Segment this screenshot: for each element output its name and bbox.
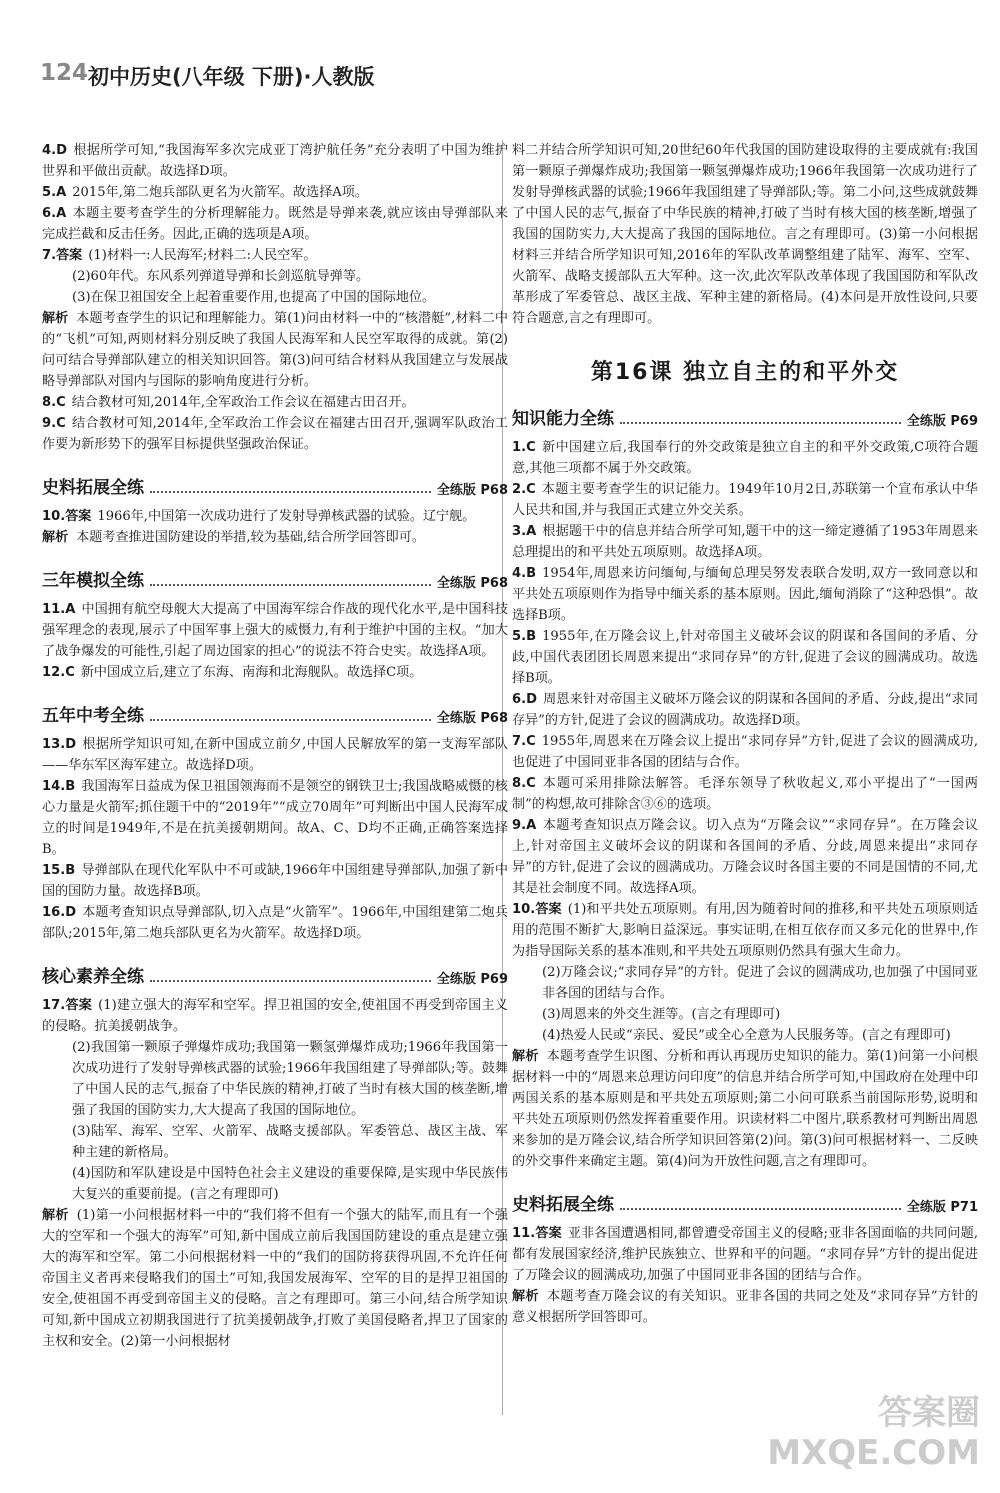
answer-item (512, 899, 978, 962)
section-title: 知识能力全练 (512, 409, 614, 429)
answer-number: 3.A (512, 524, 537, 539)
section-title: 五年中考全练 (42, 706, 144, 726)
answer-number: 17.答案 (42, 998, 93, 1013)
right-column (512, 140, 978, 1328)
answer-number: 11.答案 (512, 1226, 562, 1241)
analysis-paragraph (42, 1205, 508, 1352)
answer-text: (1)和平共处五项原则。有用,因为随着时间的推移,和平共处五项原则适用的范围不断扩大,影响日益深远。事实证明,在相互依存而又多元化的世界中,作为指导国际关系的基本准则,和平共处五项原则仍然具有强大生命力。 (512, 902, 979, 959)
answer-number: 1.C (512, 440, 536, 455)
lesson-title: 第16课 独立自主的和平外交 (590, 360, 900, 385)
answer-text: (4)国防和军队建设是中国特色社会主义建设的重要保障,是实现中华民族伟大复兴的重要前提。(言之有理即可) (72, 1166, 508, 1202)
section-leader-dots (150, 980, 431, 982)
answer-item (512, 815, 978, 899)
section-title: 史料拓展全练 (512, 1195, 614, 1215)
section-leader-dots (150, 584, 431, 586)
answer-text: 本题考查知识点导弹部队,切入点是“火箭军”。1966年,中国组建第二炮兵部队;2015年,第二炮兵部队更名为火箭军。故选择D项。 (42, 905, 508, 941)
answer-number: 8.C (512, 776, 536, 791)
answer-item (42, 506, 508, 527)
answer-text: 本题可采用排除法解答。毛泽东领导了秋收起义,邓小平提出了“一国两制”的构想,故可排除含③⑥的选项。 (512, 776, 978, 812)
answer-text: 根据所学知识可知,在新中国成立前夕,中国人民解放军的第一支海军部队——华东军区海军建立。故选择D项。 (42, 737, 508, 773)
section-heading (42, 701, 508, 726)
answer-text: 中国拥有航空母舰大大提高了中国海军综合作战的现代化水平,是中国科技强军理念的表现,展示了中国军事上强大的威慑力,有利于维护中国的主权。“加大了战争爆发的可能性,引起了周边国家的担心”的说法不符合史实。故选择A项。 (42, 602, 508, 659)
answer-item (512, 1223, 978, 1286)
answer-number: 5.A (42, 185, 67, 200)
answer-item (42, 245, 508, 266)
answer-item (42, 860, 508, 902)
section-page-ref: 全练版 P69 (436, 972, 508, 987)
section-title: 核心素养全练 (42, 967, 144, 987)
answer-item (42, 734, 508, 776)
answer-text: 1955年,周恩来在万隆会议上提出“求同存异”方针,促进了会议的圆满成功,也促进了中国同亚非各国的团结与合作。 (512, 734, 978, 770)
answer-number: 6.A (42, 206, 67, 221)
answer-text: 导弹部队在现代化军队中不可或缺,1966年中国组建导弹部队,加强了新中国的国防力量。故选择B项。 (42, 863, 508, 899)
answer-number: 10.答案 (512, 902, 562, 917)
answer-text: (3)在保卫祖国安全上起着重要作用,也提高了中国的国际地位。 (72, 290, 436, 305)
answer-number: 12.C (42, 665, 75, 680)
answer-subitem (512, 1025, 978, 1046)
answer-item (512, 626, 978, 689)
answer-item (42, 413, 508, 455)
answer-item (42, 392, 508, 413)
answer-subitem (512, 140, 978, 329)
answer-text: 料二并结合所学知识可知,20世纪60年代我国的国防建设取得的主要成就有:我国第一颗原子弹爆炸成功;我国第一颗氢弹爆炸成功;1966年我国第一次成功进行了发射导弹核武器的试验;1966年我国组建了导弹部队;等。第二小问,这些成就鼓舞了中国人民的志气,振奋了中华民族的精神,打破了当时有核大国的核垄断,增强了我国的国防实力,大大提高了我国的国际地位。言之有理即可。(3)第一小问根据材料三并结合所学知识可知,2016年的军队改革调整组建了陆军、海军、空军、火箭军、战略支援部队五大军种。这一次,此次军队改革体现了我国国防和军队改革形成了军委管总、战区主战、军种主建的新格局。(4)本问是开放性设问,只要符合题意,言之有理即可。 (512, 143, 978, 326)
answer-text: 根据题干中的信息并结合所学可知,题干中的这一缔定遵循了1953年周恩来总理提出的和平共处五项原则。故选择A项。 (512, 524, 978, 560)
answer-subitem (42, 266, 508, 287)
section-heading (42, 473, 508, 498)
answer-subitem (42, 1037, 508, 1121)
answer-text: 结合教材可知,2014年,全军政治工作会议在福建古田召开。 (71, 395, 415, 410)
answer-subitem (42, 1163, 508, 1205)
answer-text: 我国海军日益成为保卫祖国领海而不是领空的钢铁卫士;我国战略威慑的核心力量是火箭军;抓住题干中的“2019年”“成立70周年”可判断出中国人民海军成立的时间是1949年,不是在抗美援朝期间。故A、C、D均不正确,正确答案选择B。 (42, 779, 508, 857)
book-title: 初中历史(八年级 下册)·人教版 (88, 65, 375, 89)
answer-number: 14.B (42, 779, 76, 794)
section-page-ref: 全练版 P68 (436, 576, 508, 591)
answer-text: (1)建立强大的海军和空军。捍卫祖国的安全,使祖国不再受到帝国主义的侵略。抗美援朝战争。 (42, 998, 508, 1034)
page-header (40, 60, 980, 100)
answer-number: 9.C (42, 416, 66, 431)
answer-number: 7.答案 (42, 248, 83, 263)
answer-text: (3)陆军、海军、空军、火箭军、战略支援部队。军委管总、战区主战、军种主建的新格局。 (72, 1124, 508, 1160)
answer-subitem (512, 962, 978, 1004)
answer-number: 15.B (42, 863, 76, 878)
answer-subitem (42, 1121, 508, 1163)
answer-text: 本题考查推进国防建设的举措,较为基础,结合所学回答即可。 (76, 530, 425, 545)
answer-number: 5.B (512, 629, 537, 644)
answer-text: 本题考查学生的识记和理解能力。第(1)问由材料一中的“核潜艇”,材料二中的“飞机”可知,两则材料分别反映了我国人民海军和人民空军取得的成就。第(2)问可结合导弹部队建立的相关知识回答。第(3)问可结合材料从我国建立与发展战略导弹部队对国内与国际的影响角度进行分析。 (42, 311, 508, 389)
analysis-paragraph (42, 527, 508, 548)
section-heading (42, 566, 508, 591)
analysis-paragraph (42, 308, 508, 392)
answer-text: (2)万隆会议;“求同存异”的方针。促进了会议的圆满成功,也加强了中国同亚非各国的团结与合作。 (542, 965, 978, 1001)
answer-number: 9.A (512, 818, 537, 833)
answer-number: 解析 (42, 530, 69, 545)
section-heading (512, 1190, 978, 1215)
watermark-logo (767, 1393, 980, 1473)
section-leader-dots (620, 1208, 901, 1210)
answer-number: 解析 (512, 1049, 539, 1064)
answer-text: 1954年,周恩来访问缅甸,与缅甸总理吴努发表联合发明,双方一致同意以和平共处五项原则作为指导中缅关系的基本原则。因此,缅甸消除了“这种恐惧”。故选择B项。 (512, 566, 978, 623)
answer-item (512, 437, 978, 479)
answer-text: (4)热爱人民或“亲民、爱民”或全心全意为人民服务等。(言之有理即可) (542, 1028, 951, 1043)
answer-item (512, 689, 978, 731)
section-page-ref: 全练版 P69 (906, 414, 978, 429)
left-column (42, 140, 508, 1352)
watermark-text: 答案圈 (878, 1393, 980, 1433)
section-leader-dots (150, 491, 431, 493)
answer-item (512, 563, 978, 626)
answer-text: 1955年,在万隆会议上,针对帝国主义破坏会议的阴谋和各国间的矛盾、分歧,中国代表团团长周恩来提出“求同存异”的方针,促进了会议的圆满成功。故选择B项。 (512, 629, 978, 686)
section-heading (42, 962, 508, 987)
answer-subitem (512, 1004, 978, 1025)
answer-number: 解析 (42, 1208, 69, 1223)
answer-text: 本题考查万隆会议的有关知识。亚非各国的共同之处及“求同存异”方针的意义根据所学回答即可。 (512, 1289, 979, 1325)
answer-number: 13.D (42, 737, 77, 752)
answer-number: 8.C (42, 395, 66, 410)
answer-text: (2)60年代。东风系列弹道导弹和长剑巡航导弹等。 (72, 269, 370, 284)
answer-text: 1966年,中国第一次成功进行了发射导弹核武器的试验。辽宁舰。 (97, 509, 476, 524)
section-title: 三年模拟全练 (42, 571, 144, 591)
answer-number: 解析 (512, 1289, 539, 1304)
answer-item (42, 902, 508, 944)
section-title: 史料拓展全练 (42, 478, 144, 498)
answer-text: 周恩来针对帝国主义破坏万隆会议的阴谋和各国间的矛盾、分歧,提出“求同存异”的方针,促进了会议的圆满成功。故选择D项。 (512, 692, 978, 728)
answer-text: 2015年,第二炮兵部队更名为火箭军。故选择A项。 (72, 185, 368, 200)
answer-text: 本题考查学生识图、分析和再认再现历史知识的能力。第(1)问第一小问根据材料一中的“周恩来总理访问印度”的信息并结合所学可知,中国政府在处理中印两国关系的基本原则是和平共处五项原则;第二小问可联系当前国际形势,说明和平共处五项原则仍然发挥着重要作用。识读材料二中图片,联系教材可判断出周恩来参加的是万隆会议,结合所学知识回答第(2)问。第(3)问可根据材料一、二反映的外交事件来确定主题。第(4)问为开放性问题,言之有理即可。 (512, 1049, 979, 1169)
section-page-ref: 全练版 P71 (906, 1200, 978, 1215)
answer-text: 结合教材可知,2014年,全军政治工作会议在福建古田召开,强调军队政治工作要为新形势下的强军目标提供坚强政治保证。 (42, 416, 508, 452)
answer-item (42, 599, 508, 662)
answer-text: (1)第一小问根据材料一中的“我们将不但有一个强大的陆军,而且有一个强大的空军和一个强大的海军”可知,新中国成立前后我国国防建设的重点是建立强大的海军和空军。第二小问根据材料一中的“我们的国防将获得巩固,不允许任何帝国主义者再来侵略我们的国土”可知,我国发展海军、空军的目的是捍卫祖国的安全,使祖国不再受到帝国主义的侵略。言之有理即可。第三小问,结合所学知识可知,新中国成立初期我国进行了抗美援朝战争,打败了美国侵略者,捍卫了国家的主权和安全。(2)第一小问根据材 (42, 1208, 509, 1349)
answer-number: 7.C (512, 734, 536, 749)
answer-item (42, 776, 508, 860)
answer-item (512, 479, 978, 521)
answer-subitem (42, 287, 508, 308)
answer-item (42, 140, 508, 182)
answer-item (42, 182, 508, 203)
answer-number: 16.D (42, 905, 77, 920)
answer-text: (3)周恩来的外交生涯等。(言之有理即可) (542, 1007, 781, 1022)
answer-number: 4.D (42, 143, 67, 158)
answer-item (512, 773, 978, 815)
answer-text: (2)我国第一颗原子弹爆炸成功;我国第一颗氢弹爆炸成功;1966年我国第一次成功进行了发射导弹核武器的试验;1966年我国组建了导弹部队;等。鼓舞了中国人民的志气,振奋了中华民族的精神,打破了当时有核大国的核垄断,增强了我国的国防实力,大大提高了我国的国际地位。 (72, 1040, 508, 1118)
answer-item (512, 731, 978, 773)
answer-number: 11.A (42, 602, 76, 617)
answer-text: 本题主要考查学生的识记能力。1949年10月2日,苏联第一个宣布承认中华人民共和国,并与我国正式建立外交关系。 (512, 482, 978, 518)
answer-number: 6.D (512, 692, 537, 707)
answer-text: 根据所学可知,“我国海军多次完成亚丁湾护航任务”充分表明了中国为维护世界和平做出贡献。故选择D项。 (42, 143, 508, 179)
answer-item (42, 995, 508, 1037)
analysis-paragraph (512, 1286, 978, 1328)
section-page-ref: 全练版 P68 (436, 711, 508, 726)
answer-text: 新中国建立后,我国奉行的外交政策是独立自主的和平外交政策,C项符合题意,其他三项都不属于外交政策。 (512, 440, 978, 476)
section-heading (512, 404, 978, 429)
section-leader-dots (620, 422, 901, 424)
answer-text: (1)材料一:人民海军;材料二:人民空军。 (88, 248, 317, 263)
answer-text: 本题主要考查学生的分析理解能力。既然是导弹来袭,就应该由导弹部队来完成拦截和反击任务。因此,正确的选项是A项。 (42, 206, 508, 242)
answer-text: 本题考查知识点万隆会议。切入点为“万隆会议”“求同存异”。在万隆会议上,针对帝国主义破坏会议的阴谋和各国间的矛盾、分歧,周恩来提出“求同存异”的方针,促进了会议的圆满成功。万隆会议时各国主要的不同是国情的不同,尤其是社会制度不同。故选择A项。 (512, 818, 978, 896)
answer-item (42, 203, 508, 245)
watermark-url: MXQE.COM (767, 1433, 980, 1473)
section-leader-dots (150, 719, 431, 721)
answer-number: 10.答案 (42, 509, 92, 524)
answer-number: 解析 (42, 311, 69, 326)
analysis-paragraph (512, 1046, 978, 1172)
answer-number: 4.B (512, 566, 537, 581)
section-page-ref: 全练版 P68 (436, 483, 508, 498)
answer-text: 亚非各国遭遇相同,都曾遭受帝国主义的侵略;亚非各国面临的共同问题,都有发展国家经济,维护民族独立、世界和平的问题。“求同存异”方针的提出促进了万隆会议的圆满成功,加强了中国同亚非各国的团结与合作。 (512, 1226, 979, 1283)
answer-item (512, 521, 978, 563)
answer-text: 新中国成立后,建立了东海、南海和北海舰队。故选择C项。 (80, 665, 423, 680)
answer-item (42, 662, 508, 683)
answer-number: 2.C (512, 482, 536, 497)
page-number: 124 (40, 60, 89, 86)
